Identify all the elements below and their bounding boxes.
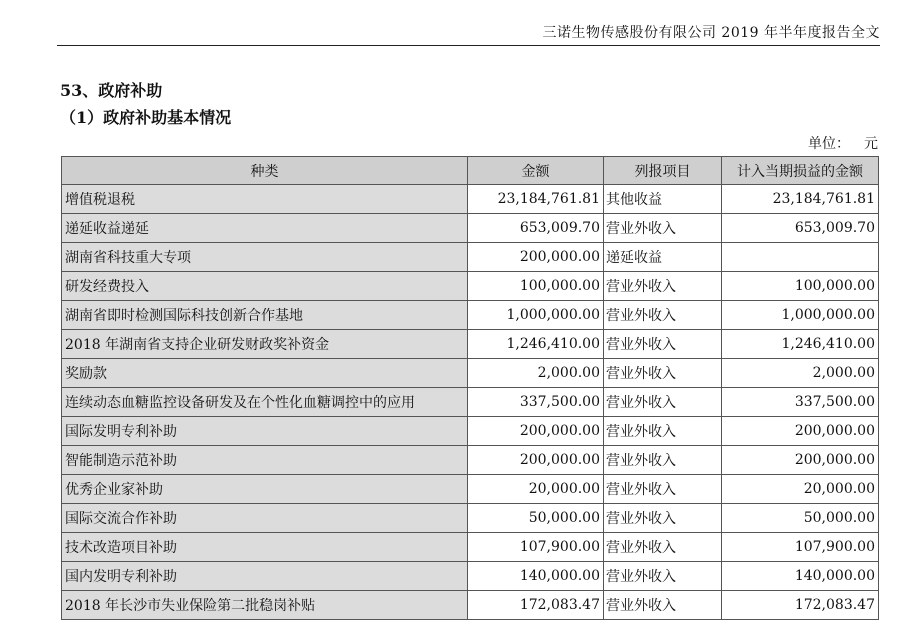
column-header-type: 种类 bbox=[62, 157, 468, 185]
cell-amount: 653,009.70 bbox=[468, 214, 604, 243]
cell-income: 1,000,000.00 bbox=[722, 301, 879, 330]
cell-income: 172,083.47 bbox=[722, 591, 879, 620]
cell-amount: 100,000.00 bbox=[468, 272, 604, 301]
cell-amount: 23,184,761.81 bbox=[468, 185, 604, 214]
cell-amount: 200,000.00 bbox=[468, 417, 604, 446]
page-header bbox=[57, 0, 880, 46]
cell-amount: 140,000.00 bbox=[468, 562, 604, 591]
cell-amount: 1,000,000.00 bbox=[468, 301, 604, 330]
cell-income: 23,184,761.81 bbox=[722, 185, 879, 214]
cell-income: 50,000.00 bbox=[722, 504, 879, 533]
table-body bbox=[62, 185, 879, 620]
cell-item: 营业外收入 bbox=[604, 562, 722, 591]
cell-type: 湖南省即时检测国际科技创新合作基地 bbox=[62, 301, 468, 330]
cell-item: 营业外收入 bbox=[604, 475, 722, 504]
cell-item: 营业外收入 bbox=[604, 504, 722, 533]
cell-income: 140,000.00 bbox=[722, 562, 879, 591]
column-header-income: 计入当期损益的金额 bbox=[722, 157, 879, 185]
government-subsidy-table bbox=[61, 156, 879, 620]
table-header-row bbox=[62, 157, 879, 185]
cell-type: 国际发明专利补助 bbox=[62, 417, 468, 446]
cell-item: 递延收益 bbox=[604, 243, 722, 272]
cell-type: 湖南省科技重大专项 bbox=[62, 243, 468, 272]
table-row bbox=[62, 475, 879, 504]
cell-item: 营业外收入 bbox=[604, 388, 722, 417]
table-row bbox=[62, 359, 879, 388]
cell-item: 其他收益 bbox=[604, 185, 722, 214]
cell-amount: 200,000.00 bbox=[468, 446, 604, 475]
table-row bbox=[62, 417, 879, 446]
cell-type: 连续动态血糖监控设备研发及在个性化血糖调控中的应用 bbox=[62, 388, 468, 417]
table-row bbox=[62, 504, 879, 533]
cell-amount: 2,000.00 bbox=[468, 359, 604, 388]
cell-type: 递延收益递延 bbox=[62, 214, 468, 243]
column-header-amount: 金额 bbox=[468, 157, 604, 185]
cell-type: 智能制造示范补助 bbox=[62, 446, 468, 475]
cell-item: 营业外收入 bbox=[604, 330, 722, 359]
table-row bbox=[62, 301, 879, 330]
cell-income: 337,500.00 bbox=[722, 388, 879, 417]
cell-type: 2018 年湖南省支持企业研发财政奖补资金 bbox=[62, 330, 468, 359]
cell-type: 2018 年长沙市失业保险第二批稳岗补贴 bbox=[62, 591, 468, 620]
cell-income: 653,009.70 bbox=[722, 214, 879, 243]
table-row bbox=[62, 446, 879, 475]
cell-item: 营业外收入 bbox=[604, 591, 722, 620]
column-header-item: 列报项目 bbox=[604, 157, 722, 185]
cell-income: 107,900.00 bbox=[722, 533, 879, 562]
subsection-title: （1）政府补助基本情况 bbox=[60, 108, 232, 127]
cell-item: 营业外收入 bbox=[604, 272, 722, 301]
table-row bbox=[62, 185, 879, 214]
cell-amount: 107,900.00 bbox=[468, 533, 604, 562]
cell-item: 营业外收入 bbox=[604, 214, 722, 243]
cell-income: 1,246,410.00 bbox=[722, 330, 879, 359]
unit-label: 单位： bbox=[808, 136, 850, 152]
table-row bbox=[62, 272, 879, 301]
table-row bbox=[62, 562, 879, 591]
cell-item: 营业外收入 bbox=[604, 533, 722, 562]
cell-type: 技术改造项目补助 bbox=[62, 533, 468, 562]
table-row bbox=[62, 214, 879, 243]
cell-income: 200,000.00 bbox=[722, 446, 879, 475]
section-title: 53、政府补助 bbox=[60, 81, 163, 100]
cell-amount: 1,246,410.00 bbox=[468, 330, 604, 359]
cell-amount: 20,000.00 bbox=[468, 475, 604, 504]
cell-item: 营业外收入 bbox=[604, 301, 722, 330]
cell-income: 20,000.00 bbox=[722, 475, 879, 504]
cell-income bbox=[722, 243, 879, 272]
cell-type: 奖励款 bbox=[62, 359, 468, 388]
cell-amount: 200,000.00 bbox=[468, 243, 604, 272]
cell-type: 增值税退税 bbox=[62, 185, 468, 214]
cell-item: 营业外收入 bbox=[604, 446, 722, 475]
table-row bbox=[62, 330, 879, 359]
cell-item: 营业外收入 bbox=[604, 417, 722, 446]
table-row bbox=[62, 388, 879, 417]
table-row bbox=[62, 591, 879, 620]
cell-income: 200,000.00 bbox=[722, 417, 879, 446]
cell-type: 优秀企业家补助 bbox=[62, 475, 468, 504]
unit-value: 元 bbox=[864, 136, 878, 152]
cell-amount: 50,000.00 bbox=[468, 504, 604, 533]
cell-amount: 337,500.00 bbox=[468, 388, 604, 417]
cell-amount: 172,083.47 bbox=[468, 591, 604, 620]
cell-income: 100,000.00 bbox=[722, 272, 879, 301]
cell-type: 国内发明专利补助 bbox=[62, 562, 468, 591]
table-row bbox=[62, 243, 879, 272]
report-header-text: 三诺生物传感股份有限公司 2019 年半年度报告全文 bbox=[542, 25, 880, 41]
cell-type: 国际交流合作补助 bbox=[62, 504, 468, 533]
unit-line bbox=[808, 133, 878, 153]
cell-item: 营业外收入 bbox=[604, 359, 722, 388]
table-row bbox=[62, 533, 879, 562]
cell-income: 2,000.00 bbox=[722, 359, 879, 388]
cell-type: 研发经费投入 bbox=[62, 272, 468, 301]
